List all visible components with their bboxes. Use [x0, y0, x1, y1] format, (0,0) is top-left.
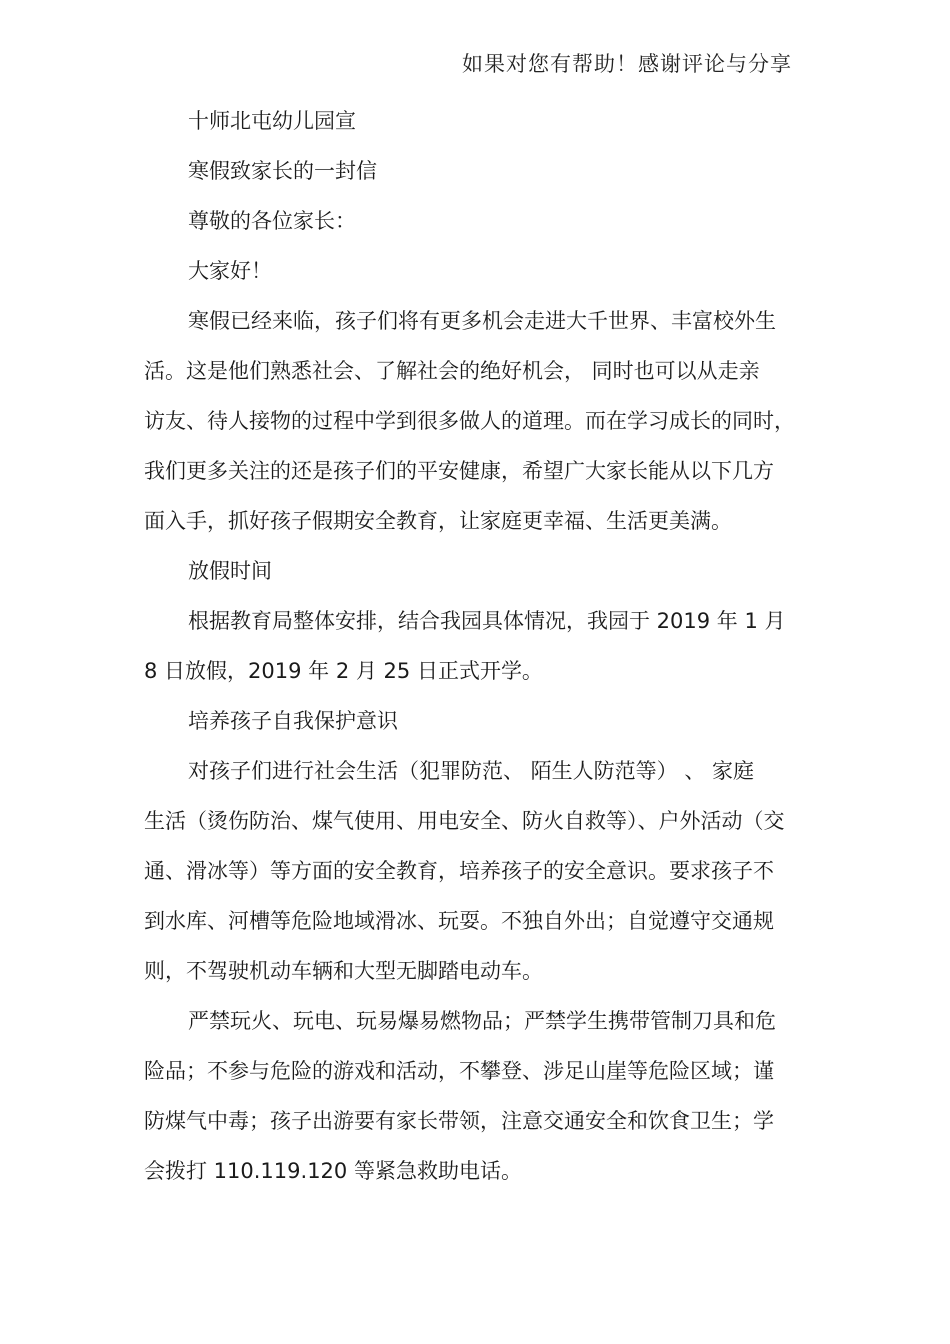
org-name: 十师北屯幼儿园宣 [188, 109, 356, 133]
paragraph-line: 防煤气中毒；孩子出游要有家长带领，注意交通安全和饮食卫生；学 [144, 1109, 774, 1133]
letter-body [144, 96, 820, 1196]
safety-rules-paragraph [144, 996, 820, 1196]
paragraph-line: 寒假已经来临，孩子们将有更多机会走进大千世界、丰富校外生 [188, 309, 776, 333]
paragraph-line: 险品；不参与危险的游戏和活动，不攀登、涉足山崖等危险区域；谨 [144, 1059, 774, 1083]
paragraph-line: 通、滑冰等）等方面的安全教育，培养孩子的安全意识。要求孩子不 [144, 859, 774, 883]
holiday-time-paragraph [144, 596, 820, 696]
paragraph-line: 到水库、河槽等危险地域滑冰、玩耍。不独自外出；自觉遵守交通规 [144, 909, 774, 933]
paragraph-line: 访友、待人接物的过程中学到很多做人的道理。而在学习成长的同时， [144, 409, 795, 433]
paragraph-line: 8 日放假，2019 年 2 月 25 日正式开学。 [144, 659, 543, 683]
greeting: 大家好！ [188, 259, 272, 283]
paragraph-line: 生活（烫伤防治、煤气使用、用电安全、防火自救等）、户外活动（交 [144, 809, 785, 833]
paragraph-line: 活。这是他们熟悉社会、了解社会的绝好机会， 同时也可以从走亲 [144, 359, 760, 383]
intro-paragraph [144, 296, 820, 546]
paragraph-line: 对孩子们进行社会生活（犯罪防范、 陌生人防范等） 、 家庭 [188, 759, 755, 783]
self-protection-paragraph [144, 746, 820, 996]
paragraph-line: 会拨打 110.119.120 等紧急救助电话。 [144, 1159, 522, 1183]
paragraph-line: 我们更多关注的还是孩子们的平安健康，希望广大家长能从以下几方 [144, 459, 774, 483]
paragraph-line: 则，不驾驶机动车辆和大型无脚踏电动车。 [144, 959, 543, 983]
paragraph-line: 根据教育局整体安排，结合我园具体情况，我园于 2019 年 1 月 [188, 609, 786, 633]
paragraph-line: 严禁玩火、玩电、玩易爆易燃物品；严禁学生携带管制刀具和危 [188, 1009, 776, 1033]
letter-title: 寒假致家长的一封信 [188, 159, 377, 183]
salutation: 尊敬的各位家长： [188, 209, 356, 233]
paragraph-line: 面入手，抓好孩子假期安全教育，让家庭更幸福、生活更美满。 [144, 509, 732, 533]
section-heading-holiday-time: 放假时间 [188, 559, 272, 583]
section-heading-self-protection: 培养孩子自我保护意识 [188, 709, 398, 733]
header-note: 如果对您有帮助！感谢评论与分享 [462, 52, 792, 76]
